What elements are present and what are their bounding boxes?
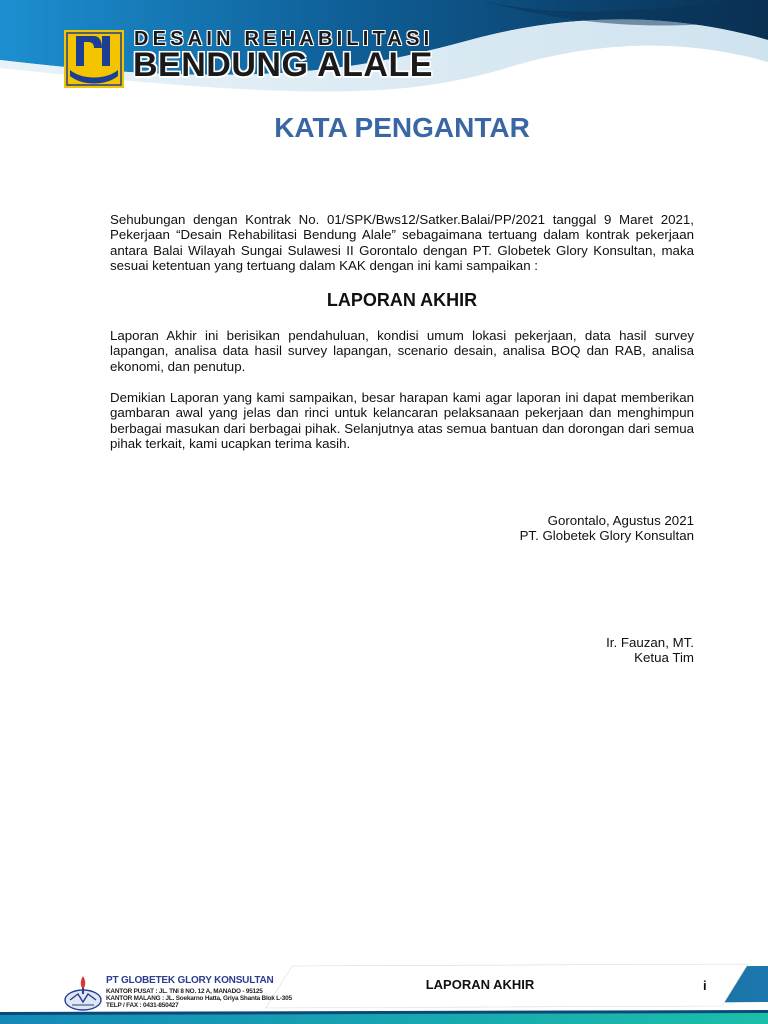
page-title: KATA PENGANTAR bbox=[274, 112, 530, 143]
footer-address-main: KANTOR PUSAT : JL. TNI 8 NO. 12 A, MANADO - 95125 bbox=[106, 988, 263, 995]
brand-subtitle: DESAIN REHABILITASI bbox=[134, 28, 434, 50]
brand-title: BENDUNG ALALE bbox=[133, 46, 433, 84]
signature-place-block bbox=[520, 513, 694, 544]
signature-name-block bbox=[606, 635, 694, 666]
footer-company-name: PT GLOBETEK GLORY KONSULTAN bbox=[106, 975, 274, 986]
intro-paragraph: Sehubungan dengan Kontrak No. 01/SPK/Bws12/Satker.Balai/PP/2021 tanggal 9 Maret 2021, Pekerjaan “Desain Rehabilitasi Bendung Alale” sebagaimana tertuang dalam kontrak pekerjaan antara Balai Wilayah Sungai Sulawesi II Gorontalo dengan PT. Globetek Glory Konsultan, maka sesuai ketentuan yang tertuang dalam KAK dengan ini kami sampaikan : bbox=[110, 212, 694, 274]
signature-role: Ketua Tim bbox=[634, 650, 694, 666]
signature-place-date: Gorontalo, Agustus 2021 bbox=[547, 513, 694, 528]
pupr-emblem-icon bbox=[64, 30, 124, 88]
globetek-emblem-icon bbox=[62, 972, 104, 1012]
content-paragraph: Laporan Akhir ini berisikan pendahuluan, kondisi umum lokasi pekerjaan, data hasil survey lapangan, analisa data hasil survey lapangan, scenario desain, analisa BOQ dan RAB, analisa ekonomi, dan penutup. bbox=[110, 328, 694, 374]
footer-address-branch: KANTOR MALANG : JL. Soekarno Hatta, Griya Shanta Blok L-305 bbox=[106, 995, 292, 1002]
report-title: LAPORAN AKHIR bbox=[326, 290, 478, 310]
footer-report-label: LAPORAN AKHIR bbox=[425, 977, 535, 992]
footer-phone: TELP / FAX : 0431-850427 bbox=[106, 1002, 179, 1009]
closing-paragraph: Demikian Laporan yang kami sampaikan, besar harapan kami agar laporan ini dapat memberikan gambaran awal yang jelas dan rinci untuk kelancaran pelaksanaan pekerjaan dan menghimpun berbagai masukan dari berbagai pihak. Selanjutnya atas semua bantuan dan dorongan dari semua pihak terkait, kami ucapkan terima kasih. bbox=[110, 390, 694, 452]
page-number: i bbox=[703, 978, 707, 993]
signature-name: Ir. Fauzan, MT. bbox=[606, 635, 694, 650]
signature-company: PT. Globetek Glory Konsultan bbox=[519, 528, 694, 544]
